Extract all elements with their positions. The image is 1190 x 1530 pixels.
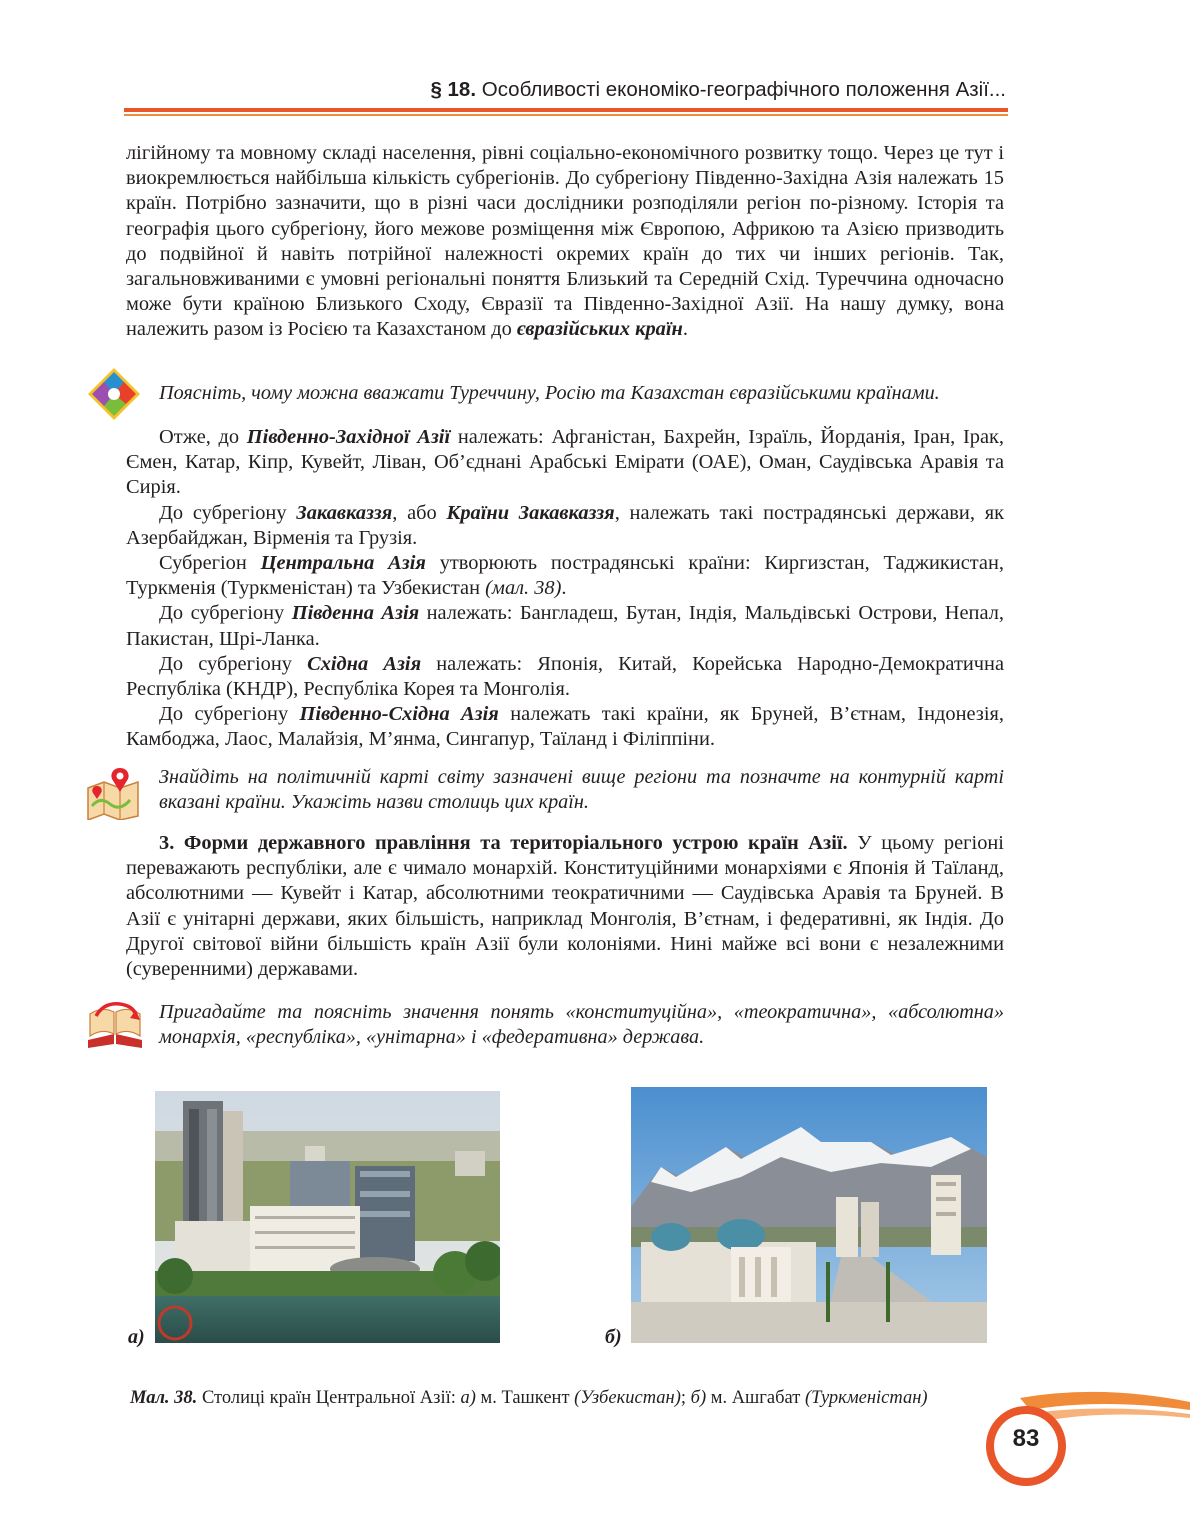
caption-country-b: (Туркменістан): [804, 1388, 928, 1408]
term-east-asia: Східна Азія: [307, 652, 422, 675]
term-southeast-asia: Південно-Східна Азія: [299, 703, 499, 726]
header-rule: [124, 108, 1008, 112]
section-heading: 3. Форми державного правління та територіального устрою країн Азії.: [159, 832, 848, 854]
caption-text: Столиці країн Центральної Азії:: [201, 1388, 456, 1408]
photo-label-a: а): [128, 1326, 145, 1348]
term-southwest-asia: Південно-Західної Азії: [246, 426, 451, 448]
paragraph-southwest-asia: [126, 425, 1004, 501]
section-number: § 18.: [430, 78, 477, 101]
paragraph-continued: [126, 141, 1004, 343]
task-recall-terms: Пригадайте та поясніть значення понять «конституційна», «теократична», «абсолютна» монархія, «республіка», «унітарна» і «федеративна» держава.: [159, 1001, 1004, 1049]
text: , належать такі пострадянські держави, як Азербайджан, Вірменія та Грузія.: [126, 501, 1004, 549]
term-eurasian: євразійських країн: [516, 318, 683, 341]
text: До субрегіону: [159, 602, 285, 625]
term-transcaucasia: Закавказзя: [296, 501, 393, 524]
figure-caption: [130, 1388, 1010, 1409]
text: Отже, до: [159, 426, 240, 448]
caption-city-b: м. Ашгабат: [710, 1388, 801, 1408]
text: Субрегіон: [159, 552, 247, 575]
running-header: [126, 78, 1006, 104]
paragraph-east-asia: [126, 652, 1004, 702]
period: .: [561, 577, 567, 600]
caption-label-b: б): [690, 1388, 707, 1408]
task-find-on-map: Знайдіть на політичній карті світу зазначені вище регіони та позначте на контурній карті вказані країни. Укажіть назви столиць цих країн.: [159, 766, 1004, 814]
paragraph-central-asia: [126, 551, 1004, 601]
paragraph-southeast-asia: [126, 702, 1004, 752]
text: , або: [392, 501, 437, 524]
caption-separator: ;: [680, 1388, 687, 1408]
task-explain-eurasian: Поясніть, чому можна вважати Туреччину, Росію та Казахстан євразійськими країнами.: [159, 382, 940, 404]
figure-number: Мал. 38.: [130, 1388, 198, 1408]
book-recall-icon: [84, 1000, 146, 1048]
text: належать: Японія, Китай, Корейська Народно-Демократична Республіка (КНДР), Республіка Корея та Монголія.: [126, 652, 1004, 701]
subregions-block: [126, 425, 1004, 753]
text: До субрегіону: [159, 501, 287, 524]
forms-text: У цьому регіоні переважають республіки, але є чимало монархій. Конституційними монархіями є Японія й Таїланд, абсолютними — Кувейт і Катар, абсолютними теократичними — Саудівська Аравія та Бруней. В Азії є унітарні держави, яких більшість, наприклад Монголія, В’єтнам, і федеративні, як Індія. До Другої світової війни більшість країн Азії були колоніями. Нині майже всі вони є незалежними (суверенними) державами.: [126, 832, 1004, 981]
term-south-asia: Південна Азія: [291, 602, 420, 625]
photo-tashkent: [155, 1091, 500, 1343]
forms-of-government: [126, 831, 1004, 982]
text: До субрегіону: [159, 652, 292, 675]
photo-ashgabat: [631, 1087, 987, 1343]
photo-label-b: б): [605, 1326, 622, 1348]
term-transcaucasia-countries: Країни Закавказзя: [446, 501, 615, 524]
header-rule-thin: [124, 114, 1008, 116]
paragraph-text: лігійному та мовному складі населення, рівні соціально-економічного розвитку тощо. Через це тут і виокремлюється найбільша кількість субрегіонів. До субрегіону Південно-Західна Азія належать 15 країн. Потрібно зазначити, що в різні часи дослідники розподіляли регіон по-різному. Історія та географія цього субрегіону, його межове розміщення між Європою, Африкою та Азією призводить до подвійної й навіть потрійної належності окремих країн до тих чи інших регіонів. Так, загальновживаними є умовні регіональні поняття Близький та Середній Схід. Туреччина одночасно може бути країною Близького Сходу, Євразії та Південно-Західної Азії. На нашу думку, вона належить разом із Росією та Казахстаном до: [126, 142, 1004, 341]
figure-reference: (мал. 38): [485, 577, 562, 600]
section-title: Особливості економіко-географічного положення Азії...: [481, 78, 1006, 101]
period: .: [682, 318, 688, 341]
term-central-asia: Центральна Азія: [260, 552, 426, 575]
paragraph-south-asia: [126, 601, 1004, 651]
text: належать: Бангладеш, Бутан, Індія, Мальдівські Острови, Непал, Пакистан, Шрі-Ланка.: [126, 602, 1004, 650]
compass-task-icon: [86, 366, 142, 422]
caption-city-a: м. Ташкент: [480, 1388, 570, 1408]
text: До субрегіону: [159, 703, 289, 726]
text: належать такі країни, як Бруней, В’єтнам, Індонезія, Камбоджа, Лаос, Малайзія, М’янма, Сингапур, Таїланд і Філіппіни.: [126, 703, 1004, 751]
page-number: 83: [1012, 1425, 1040, 1452]
text: утворюють пострадянські країни: Киргизстан, Таджикистан, Туркменія (Туркменістан) та Узбекистан: [126, 552, 1004, 600]
map-pin-icon: [84, 766, 144, 820]
caption-label-a: а): [460, 1388, 476, 1408]
paragraph-transcaucasia: [126, 501, 1004, 551]
caption-country-a: (Узбекистан): [574, 1388, 681, 1408]
text: належать: Афганістан, Бахрейн, Ізраїль, Йорданія, Іран, Ірак, Ємен, Катар, Кіпр, Кувейт, Ліван, Об’єднані Арабські Емірати (ОАЕ), Оман, Саудівська Аравія та Сирія.: [126, 426, 1004, 499]
